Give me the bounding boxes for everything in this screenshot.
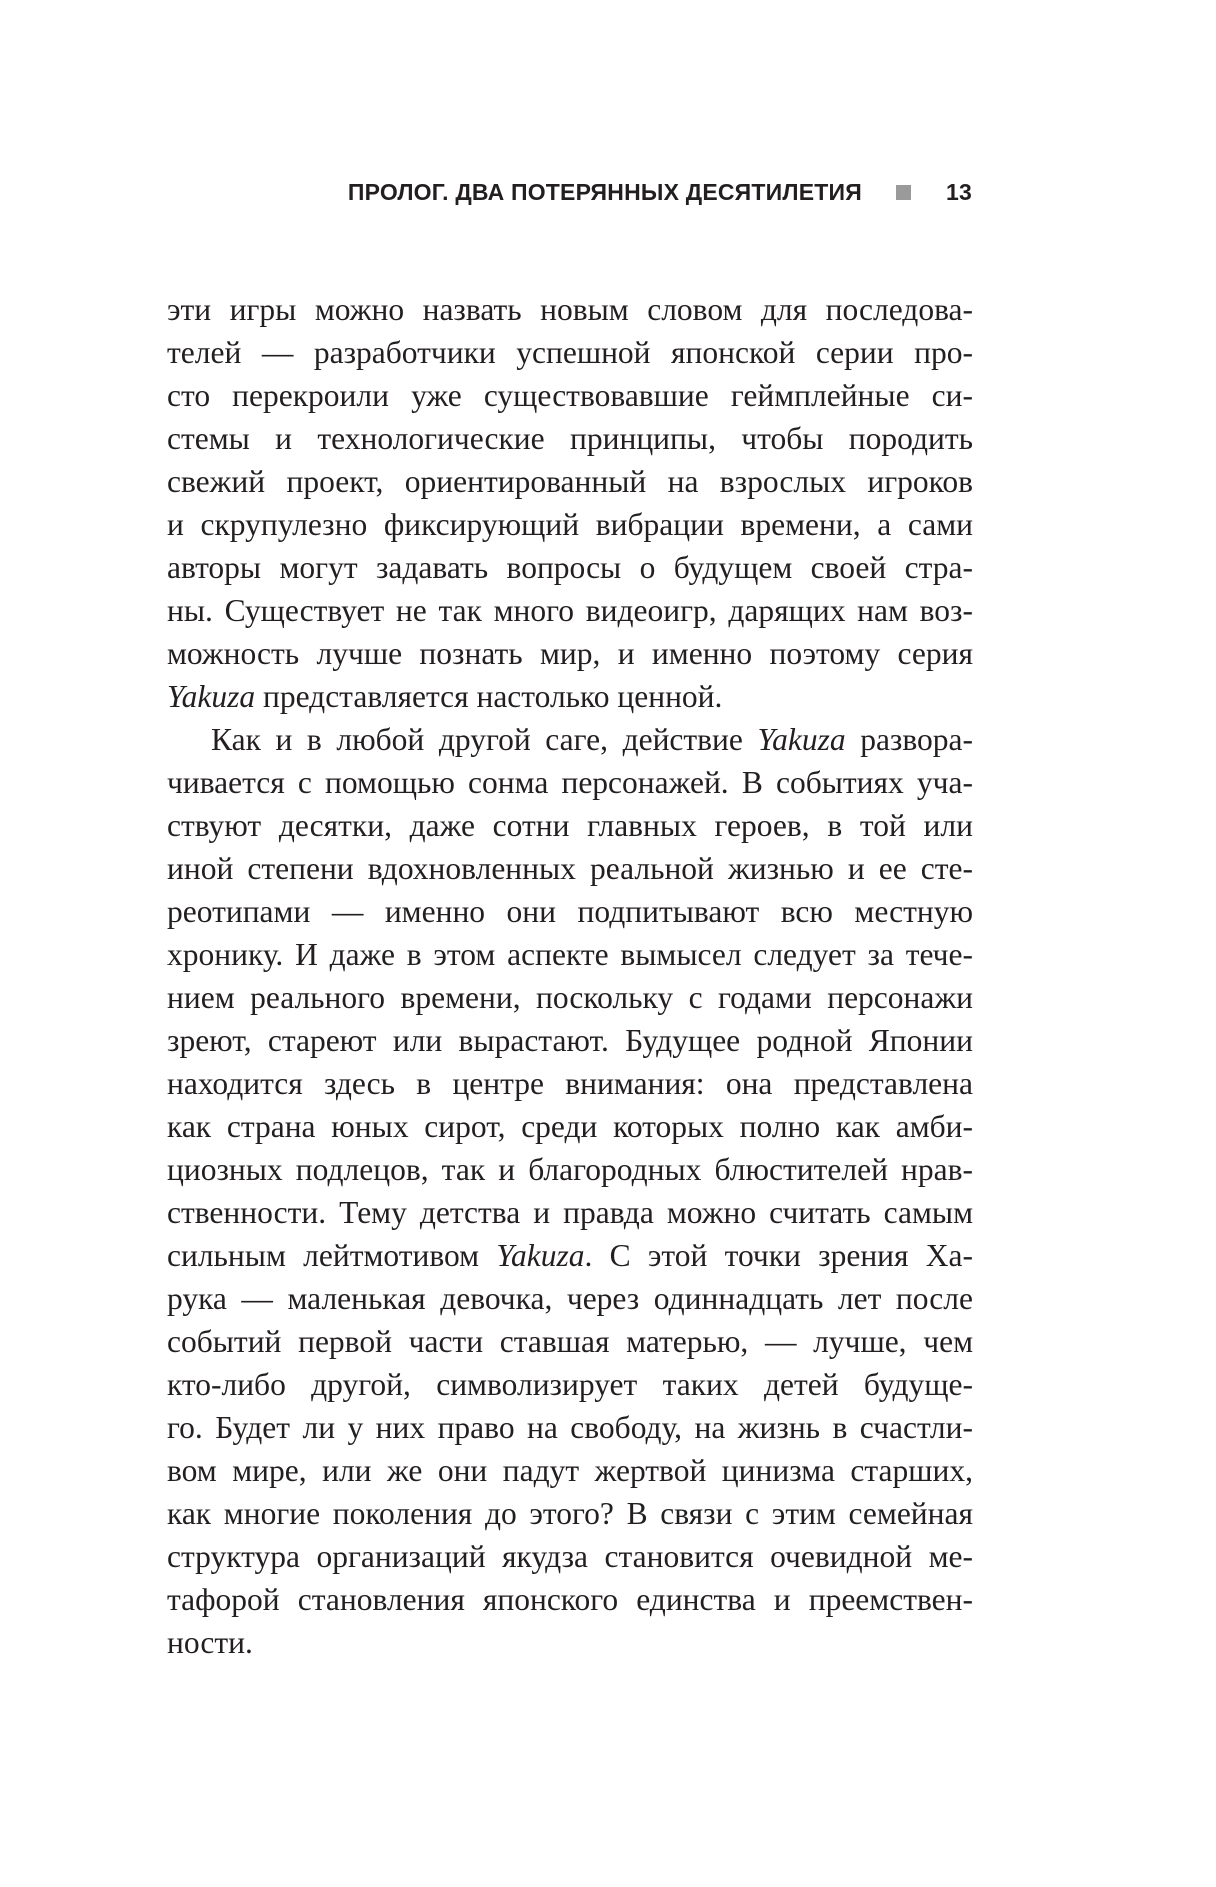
separator-square-icon — [896, 185, 911, 200]
text-segment: ности. — [167, 1625, 253, 1660]
text-segment: сильным лейтмотивом — [167, 1238, 497, 1273]
text-segment: как многие поколения до этого? В связи с этим семейная — [167, 1496, 973, 1531]
text-line — [167, 1363, 973, 1406]
text-line — [167, 1277, 973, 1320]
text-line — [167, 1621, 973, 1664]
text-segment: го. Будет ли у них право на свободу, на жизнь в счастли- — [167, 1410, 973, 1445]
text-line — [167, 503, 973, 546]
text-segment: реотипами — именно они подпитывают всю местную — [167, 894, 973, 929]
paragraph — [167, 288, 973, 718]
text-line — [167, 589, 973, 632]
page-number: 13 — [946, 178, 972, 205]
text-line — [167, 1320, 973, 1363]
text-segment: развора- — [845, 722, 973, 757]
text-line — [167, 761, 973, 804]
text-segment: ственности. Тему детства и правда можно считать самым — [167, 1195, 973, 1230]
text-segment: зреют, стареют или вырастают. Будущее родной Японии — [167, 1023, 973, 1058]
text-line — [167, 1578, 973, 1621]
text-segment: телей — разработчики успешной японской серии про- — [167, 335, 973, 370]
text-line — [167, 1234, 973, 1277]
text-segment: нием реального времени, поскольку с годами персонажи — [167, 980, 973, 1015]
text-segment: кто-либо другой, символизирует таких детей будуще- — [167, 1367, 973, 1402]
text-line — [167, 460, 973, 503]
text-line — [167, 1191, 973, 1234]
text-line — [167, 718, 973, 761]
text-segment: стемы и технологические принципы, чтобы породить — [167, 421, 973, 456]
text-segment: Как и в любой другой саге, действие — [211, 722, 758, 757]
text-line — [167, 1105, 973, 1148]
running-head — [120, 174, 972, 210]
text-segment: иной степени вдохновленных реальной жизнью и ее сте- — [167, 851, 973, 886]
text-segment: можность лучше познать мир, и именно поэтому серия — [167, 636, 973, 671]
text-line — [167, 847, 973, 890]
text-line — [167, 417, 973, 460]
text-line — [167, 632, 973, 675]
text-segment: авторы могут задавать вопросы о будущем своей стра- — [167, 550, 973, 585]
text-line — [167, 1535, 973, 1578]
text-segment: событий первой части ставшая матерью, — лучше, чем — [167, 1324, 973, 1359]
text-segment: тафорой становления японского единства и преемствен- — [167, 1582, 973, 1617]
text-segment: сто перекроили уже существовавшие геймплейные си- — [167, 378, 973, 413]
text-line — [167, 976, 973, 1019]
text-line — [167, 890, 973, 933]
text-segment: ствуют десятки, даже сотни главных героев, в той или — [167, 808, 973, 843]
text-line — [167, 288, 973, 331]
paragraph — [167, 718, 973, 1664]
text-line — [167, 1406, 973, 1449]
text-line — [167, 1062, 973, 1105]
text-line — [167, 675, 973, 718]
text-line — [167, 1019, 973, 1062]
text-segment: циозных подлецов, так и благородных блюстителей нрав- — [167, 1152, 973, 1187]
body-text — [167, 288, 973, 1664]
text-segment: структура организаций якудза становится очевидной ме- — [167, 1539, 973, 1574]
text-segment: вом мире, или же они падут жертвой цинизма старших, — [167, 1453, 973, 1488]
text-segment: как страна юных сирот, среди которых полно как амби- — [167, 1109, 973, 1144]
text-segment: ны. Существует не так много видеоигр, дарящих нам воз- — [167, 593, 973, 628]
text-line — [167, 546, 973, 589]
italic-title: Yakuza — [757, 722, 846, 757]
text-line — [167, 331, 973, 374]
text-segment: свежий проект, ориентированный на взрослых игроков — [167, 464, 973, 499]
italic-title: Yakuza — [167, 679, 256, 714]
text-line — [167, 1492, 973, 1535]
text-segment: рука — маленькая девочка, через одиннадцать лет после — [167, 1281, 973, 1316]
text-segment: хронику. И даже в этом аспекте вымысел следует за тече- — [167, 937, 973, 972]
text-segment: представляется настолько ценной. — [255, 679, 723, 714]
text-line — [167, 804, 973, 847]
text-segment: находится здесь в центре внимания: она представлена — [167, 1066, 973, 1101]
italic-title: Yakuza — [496, 1238, 585, 1273]
text-line — [167, 933, 973, 976]
text-line — [167, 1148, 973, 1191]
text-segment: и скрупулезно фиксирующий вибрации времени, а сами — [167, 507, 973, 542]
chapter-title: ПРОЛОГ. ДВА ПОТЕРЯННЫХ ДЕСЯТИЛЕТИЯ — [347, 178, 862, 205]
text-segment: чивается с помощью сонма персонажей. В событиях уча- — [167, 765, 973, 800]
text-line — [167, 1449, 973, 1492]
text-segment: . С этой точки зрения Ха- — [584, 1238, 974, 1273]
text-line — [167, 374, 973, 417]
text-segment: эти игры можно назвать новым словом для последова- — [167, 292, 973, 327]
